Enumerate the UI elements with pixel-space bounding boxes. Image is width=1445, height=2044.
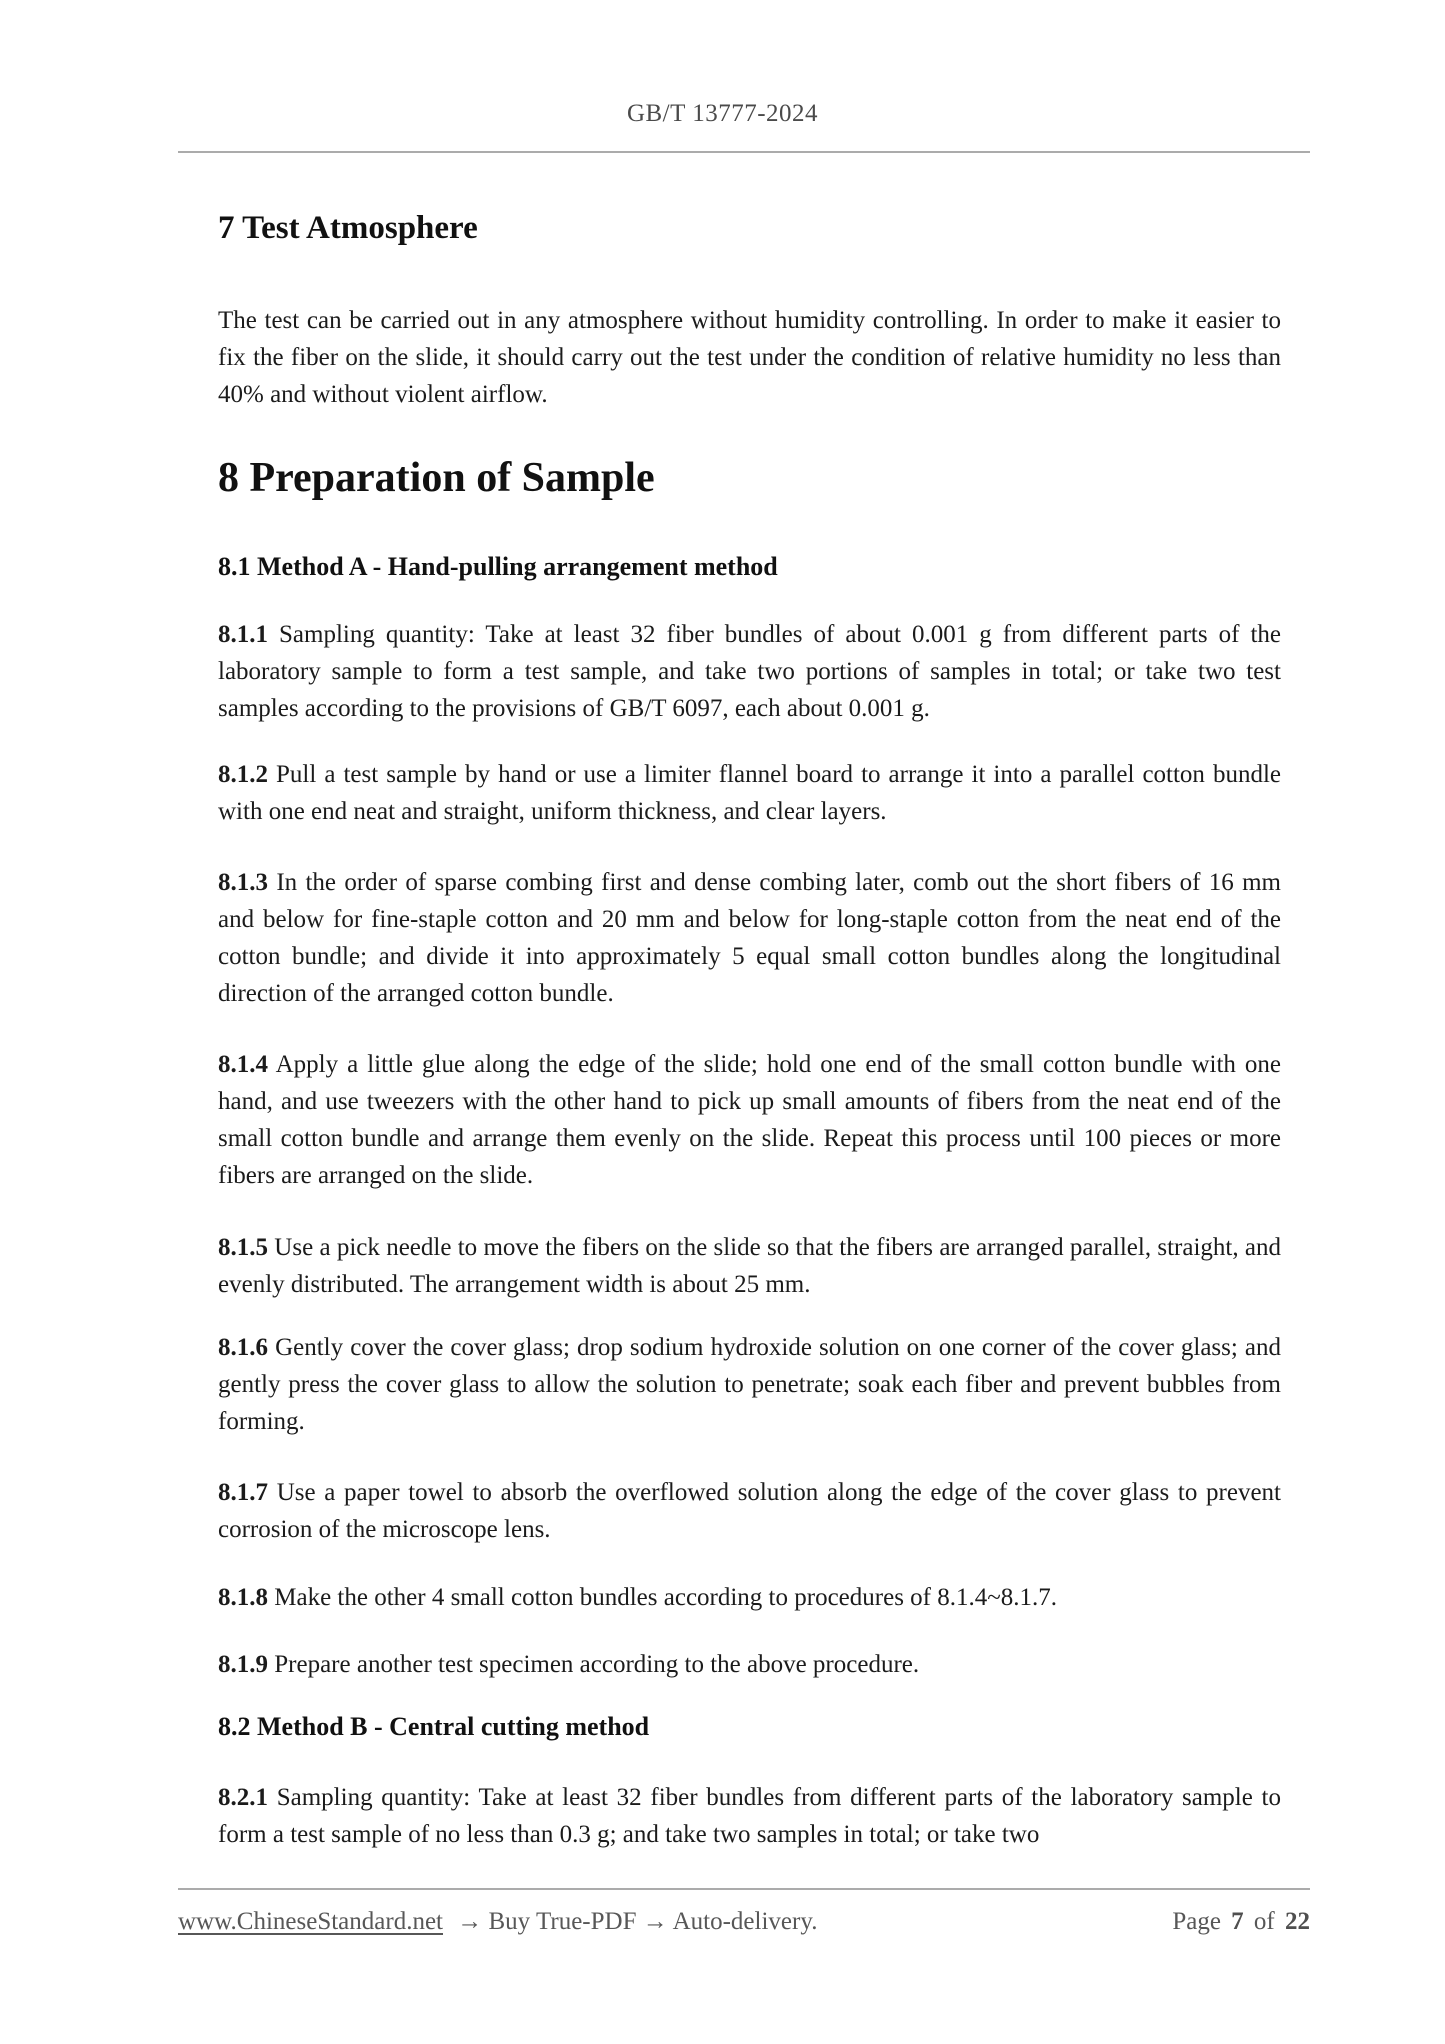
page-of: of — [1253, 1908, 1275, 1935]
footer-rule — [178, 1888, 1310, 1890]
clause-number: 8.1.3 — [218, 869, 268, 896]
doc-number: GB/T 13777-2024 — [626, 100, 819, 127]
clause-8-1-9 — [218, 1646, 1281, 1683]
clause-number: 8.2.1 — [218, 1784, 268, 1811]
clause-8-1-2 — [218, 756, 1281, 830]
page-current: 7 — [1231, 1908, 1244, 1935]
clause-number: 8.1.7 — [218, 1479, 268, 1506]
clause-text: In the order of sparse combing first and dense combing later, comb out the short fibers of 16 mm and below for fine-staple cotton and 20 mm and below for long-staple cotton from the neat end of the cotton bundle; and divide it into approximately 5 equal small cotton bundles along the longitudinal direction of the arranged cotton bundle. — [218, 869, 1282, 1007]
clause-text: Pull a test sample by hand or use a limiter flannel board to arrange it into a parallel cotton bundle with one end neat and straight, uniform thickness, and clear layers. — [218, 761, 1281, 825]
page-footer — [178, 1905, 1310, 1939]
clause-8-1-7 — [218, 1474, 1281, 1548]
clause-number: 8.1.4 — [218, 1051, 268, 1078]
clause-text: Apply a little glue along the edge of the slide; hold one end of the small cotton bundle with one hand, and use tweezers with the other hand to pick up small amounts of fibers from the neat end of the small cotton bundle and arrange them evenly on the slide. Repeat this process until 100 pieces or more fibers are arranged on the slide. — [218, 1051, 1282, 1189]
clause-text: Sampling quantity: Take at least 32 fiber bundles from different parts of the laboratory sample to form a test sample of no less than 0.3 g; and take two samples in total; or take two — [218, 1784, 1282, 1848]
clause-8-1-3 — [218, 864, 1281, 1012]
section-8-2-heading: 8.2 Method B - Central cutting method — [218, 1712, 650, 1741]
header-rule — [178, 151, 1310, 153]
clause-number: 8.1.8 — [218, 1584, 268, 1611]
paragraph-text: The test can be carried out in any atmosphere without humidity controlling. In order to make it easier to fix the fiber on the slide, it should carry out the test under the condition of relative humidity no less than 40% and without violent airflow. — [218, 307, 1281, 408]
clause-text: Use a paper towel to absorb the overflowed solution along the edge of the cover glass to prevent corrosion of the microscope lens. — [218, 1479, 1281, 1543]
clause-text: Sampling quantity: Take at least 32 fiber bundles of about 0.001 g from different parts of the laboratory sample to form a test sample, and take two portions of samples in total; or take two test samples according to the provisions of GB/T 6097, each about 0.001 g. — [218, 621, 1281, 722]
section-7-paragraph — [218, 302, 1281, 413]
clause-text: Use a pick needle to move the fibers on the slide so that the fibers are arranged parallel, straight, and evenly distributed. The arrangement width is about 25 mm. — [218, 1234, 1281, 1298]
footer-source — [178, 1905, 817, 1939]
clause-8-1-6 — [218, 1329, 1281, 1440]
clause-number: 8.1.2 — [218, 761, 268, 788]
clause-text: Prepare another test specimen according to the above procedure. — [274, 1651, 920, 1678]
clause-number: 8.1.5 — [218, 1234, 268, 1261]
clause-text: Make the other 4 small cotton bundles according to procedures of 8.1.4~8.1.7. — [274, 1584, 1058, 1611]
clause-text: Gently cover the cover glass; drop sodium hydroxide solution on one corner of the cover glass; and gently press the cover glass to allow the solution to penetrate; soak each fiber and prevent bubbles from forming. — [218, 1334, 1282, 1435]
page-total: 22 — [1285, 1908, 1310, 1935]
website-link[interactable]: www.ChineseStandard.net — [178, 1908, 443, 1935]
clause-number: 8.1.6 — [218, 1334, 268, 1361]
clause-8-1-1 — [218, 616, 1281, 727]
section-7-heading: 7 Test Atmosphere — [218, 210, 478, 246]
footer-tagline: → Buy True-PDF → Auto-delivery. — [457, 1908, 818, 1935]
page-indicator — [1168, 1905, 1310, 1939]
page-label: Page — [1172, 1908, 1221, 1935]
clause-number: 8.1.9 — [218, 1651, 268, 1678]
section-8-heading: 8 Preparation of Sample — [218, 455, 655, 501]
running-header — [0, 98, 1445, 130]
clause-8-1-8 — [218, 1579, 1281, 1616]
clause-8-1-4 — [218, 1046, 1281, 1194]
clause-8-2-1 — [218, 1779, 1281, 1853]
section-8-1-heading: 8.1 Method A - Hand-pulling arrangement method — [218, 552, 778, 581]
clause-number: 8.1.1 — [218, 621, 268, 648]
clause-8-1-5 — [218, 1229, 1281, 1303]
